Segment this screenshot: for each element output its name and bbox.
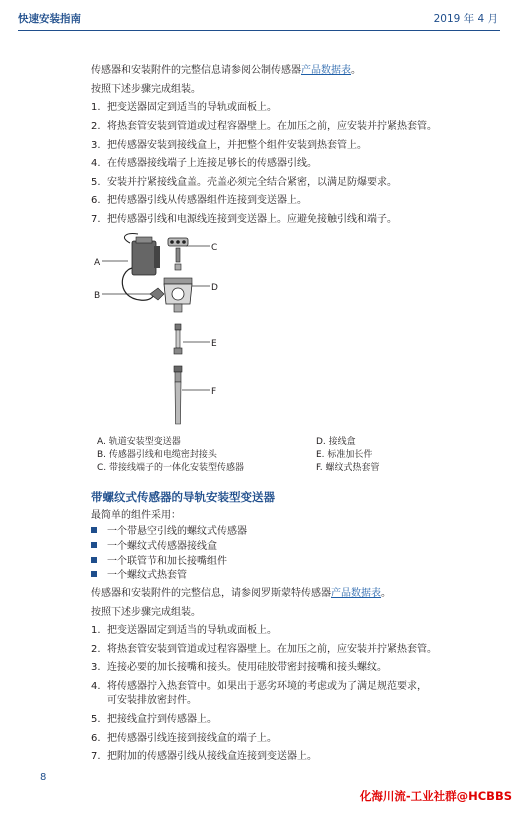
- bullet-square-icon: [91, 527, 97, 533]
- step-number: 3.: [91, 140, 101, 151]
- step-text: 连接必要的加长接嘴和接头。使用硅胶带密封接嘴和接头螺纹。: [107, 662, 387, 673]
- label-b: B: [94, 291, 101, 301]
- step-1-1: [91, 101, 277, 114]
- step-text: 把接线盒拧到传感器上。: [107, 714, 217, 725]
- step-number: 1.: [91, 102, 101, 113]
- header-rule: [18, 30, 500, 31]
- extension-drawing: [174, 324, 182, 354]
- caption-b: B. 传感器引线和电缆密封接头: [97, 450, 217, 460]
- caption-f: F. 螺纹式热套管: [316, 463, 380, 473]
- bullet-square-icon: [91, 557, 97, 563]
- bullet-item: [91, 555, 227, 568]
- assembly-figure: [80, 228, 280, 433]
- transmitter-drawing: [122, 234, 160, 301]
- thermowell-drawing: [174, 366, 182, 424]
- intro-text-2: 传感器和安装附件的完整信息，请参阅罗斯蒙特传感器: [91, 588, 331, 599]
- caption-d: D. 接线盒: [316, 437, 356, 447]
- step-text: 将热套管安装到管道或过程容器壁上。在加压之前，应安装并拧紧热套管。: [107, 644, 437, 655]
- bullet-text: 一个螺纹式传感器接线盒: [107, 541, 217, 552]
- step-number: 5.: [91, 714, 101, 725]
- product-data-sheet-link-2[interactable]: 产品数据表: [331, 588, 381, 599]
- step-text: 在传感器接线端子上连接足够长的传感器引线。: [107, 158, 317, 169]
- product-data-sheet-link-1[interactable]: 产品数据表: [301, 65, 351, 76]
- step-text: 把附加的传感器引线从接线盒连接到变送器上。: [107, 751, 317, 762]
- header-date: 2019 年 4 月: [433, 13, 498, 25]
- step-2-5: [91, 713, 217, 726]
- label-a: A: [94, 258, 101, 268]
- step-2-1: [91, 624, 277, 637]
- step-number: 6.: [91, 733, 101, 744]
- step-2-4: [91, 680, 427, 693]
- step-number: 2.: [91, 644, 101, 655]
- intro-paragraph-2: [91, 587, 391, 600]
- simplest-intro: 最简单的组件采用：: [91, 510, 181, 521]
- step-number: 6.: [91, 195, 101, 206]
- steps-intro-2: 按照下述步骤完成组装。: [91, 607, 201, 618]
- bullet-item: [91, 569, 187, 582]
- step-text: 把变送器固定到适当的导轨或面板上。: [107, 102, 277, 113]
- bullet-text: 一个螺纹式热套管: [107, 570, 187, 581]
- intro-end-2: 。: [381, 588, 391, 599]
- step-1-7: [91, 213, 397, 226]
- step-1-2: [91, 120, 437, 133]
- step-number: 5.: [91, 177, 101, 188]
- step-number: 2.: [91, 121, 101, 132]
- label-f: F: [211, 387, 217, 397]
- junction-box-drawing: [164, 278, 192, 312]
- step-2-2: [91, 643, 437, 656]
- step-2-3: [91, 661, 387, 674]
- step-1-3: [91, 139, 367, 152]
- step-text: 把传感器安装到接线盒上，并把整个组件安装到热套管上。: [107, 140, 367, 151]
- step-text: 将传感器拧入热套管中。如果出于恶劣环境的考虑或为了满足规范要求，: [107, 681, 427, 692]
- label-d: D: [211, 283, 218, 293]
- step-text: 把传感器引线和电源线连接到变送器上。应避免接触引线和端子。: [107, 214, 397, 225]
- label-e: E: [211, 339, 217, 349]
- step-text: 将热套管安装到管道或过程容器壁上。在加压之前，应安装并拧紧热套管。: [107, 121, 437, 132]
- step-1-6: [91, 194, 307, 207]
- bullet-square-icon: [91, 571, 97, 577]
- step-text: 安装并拧紧接线盒盖。壳盖必须完全结合紧密，以满足防爆要求。: [107, 177, 397, 188]
- bullet-item: [91, 540, 217, 553]
- step-number: 7.: [91, 751, 101, 762]
- step-number: 3.: [91, 662, 101, 673]
- steps-intro-1: 按照下述步骤完成组装。: [91, 84, 201, 95]
- caption-e: E. 标准加长件: [316, 450, 373, 460]
- bullet-square-icon: [91, 542, 97, 548]
- step-number: 1.: [91, 625, 101, 636]
- step-2-6: [91, 732, 277, 745]
- step-number: 4.: [91, 681, 101, 692]
- bullet-item: [91, 525, 247, 538]
- intro-text-1: 传感器和安装附件的完整信息请参阅公制传感器: [91, 65, 301, 76]
- intro-end-1: 。: [351, 65, 361, 76]
- header-title: 快速安装指南: [18, 13, 81, 25]
- bullet-text: 一个联管节和加长接嘴组件: [107, 556, 227, 567]
- caption-c: C. 带接线端子的一体化安装型传感器: [97, 463, 245, 473]
- section-title: 带螺纹式传感器的导轨安装型变送器: [91, 490, 275, 504]
- gland-drawing: [150, 288, 164, 300]
- page-number: 8: [40, 772, 47, 783]
- bullet-text: 一个带悬空引线的螺纹式传感器: [107, 526, 247, 537]
- sensor-head-drawing: [168, 238, 188, 270]
- step-1-4: [91, 157, 317, 170]
- step-text: 把变送器固定到适当的导轨或面板上。: [107, 625, 277, 636]
- watermark: 化海川流-工业社群@HCBBS: [359, 789, 512, 803]
- step-number: 4.: [91, 158, 101, 169]
- label-c: C: [211, 243, 218, 253]
- step-text: 把传感器引线连接到接线盒的端子上。: [107, 733, 277, 744]
- step-text: 把传感器引线从传感器组件连接到变送器上。: [107, 195, 307, 206]
- step-1-5: [91, 176, 397, 189]
- intro-paragraph-1: [91, 64, 361, 77]
- step-2-7: [91, 750, 317, 763]
- caption-a: A. 轨道安装型变送器: [97, 437, 181, 447]
- step-2-4-continuation: 可安装排放密封件。: [107, 695, 197, 706]
- step-number: 7.: [91, 214, 101, 225]
